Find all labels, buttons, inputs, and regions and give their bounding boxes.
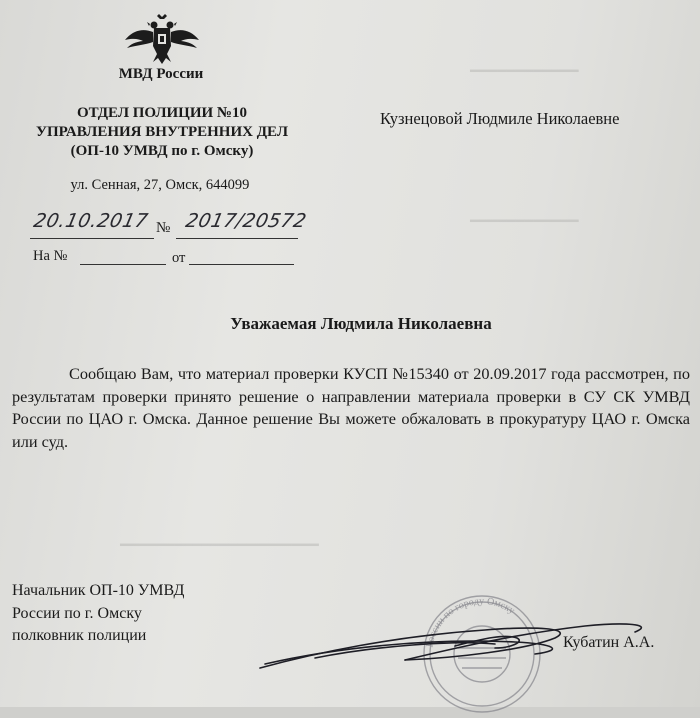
ministry-name: МВД России	[118, 66, 204, 82]
show-through-text: ━━━━━━━━━━━━	[470, 214, 579, 230]
reference-number-label: На №	[33, 248, 68, 264]
signatory-title-line: полковник полиции	[12, 627, 147, 644]
department-line: УПРАВЛЕНИЯ ВНУТРЕННИХ ДЕЛ	[35, 124, 289, 140]
signatory-title	[12, 580, 184, 648]
signatory-title-line: России по г. Омску	[12, 604, 142, 622]
show-through-text: ━━━━━━━━━━━━━━━━━━━━━━	[120, 538, 319, 554]
show-through-text: ━━━━━━━━━━━━	[470, 64, 579, 80]
handwritten-number: 2017/20572	[183, 210, 309, 232]
department-line: ОТДЕЛ ПОЛИЦИИ №10	[76, 105, 248, 121]
salutation: Уважаемая Людмила Николаевна	[230, 314, 492, 333]
letter-body: Сообщаю Вам, что материал проверки КУСП №15340 от 20.09.2017 года рассмотрен, по результатам проверки принято решение о направлении материала проверки в СУ СК УМВД России по ЦАО г. Омска. Данное решение Вы можете обжаловать в прокуратуру ЦАО г. Омска или суд.	[12, 364, 690, 451]
signatory-name: Кубатин А.А.	[563, 634, 655, 651]
reference-date-blank	[189, 264, 294, 265]
double-headed-eagle-icon	[123, 14, 201, 66]
department-line: (ОП-10 УМВД по г. Омску)	[70, 143, 254, 159]
reference-date-label: от	[172, 250, 186, 266]
department-address: ул. Сенная, 27, Омск, 644099	[70, 177, 250, 193]
department-block	[12, 104, 312, 161]
recipient-name: Кузнецовой Людмиле Николаевне	[380, 109, 620, 128]
stamp-arc-text: России по городу Омску	[424, 595, 517, 649]
handwritten-date: 20.10.2017	[31, 210, 151, 232]
number-sign: №	[156, 220, 171, 236]
signatory-title-line: Начальник ОП-10 УМВД	[12, 582, 185, 599]
reference-number-blank	[80, 264, 166, 265]
